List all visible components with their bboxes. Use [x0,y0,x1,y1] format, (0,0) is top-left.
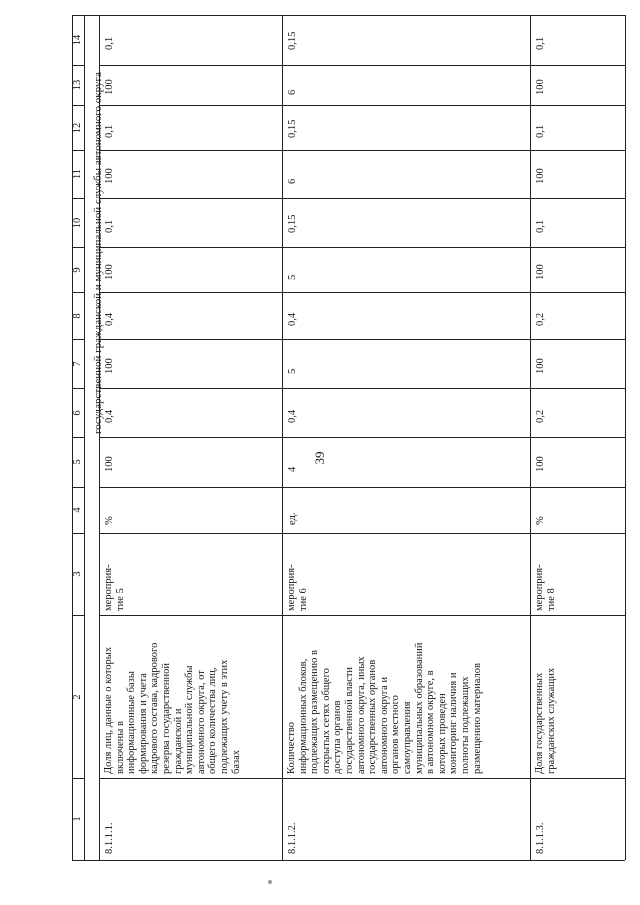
column-rule [72,247,84,248]
value-col-11: 100 [535,168,546,184]
scan-artifact [268,880,272,884]
description-line: органов местного [390,695,402,774]
row-id: 8.1.1.1. [104,822,115,854]
activity-type-line: тие 5 [114,588,126,611]
column-number-5: 5 [72,459,83,465]
column-rule [72,778,84,779]
activity-type [103,564,126,611]
value-col-5: 4 [287,466,298,472]
column-rule [72,198,84,199]
value-col-9: 100 [104,263,115,280]
unit: % [535,516,546,525]
description-line: информационных блоков, [297,658,309,774]
value-col-10: 0,1 [535,219,546,233]
value-col-6: 0,4 [104,409,115,423]
column-number-11: 11 [72,168,83,180]
value-col-13: 100 [104,79,115,95]
column-number-13: 13 [72,79,83,91]
value-col-11: 6 [287,178,298,184]
description-line: кадрового состава, кадрового [149,642,161,774]
description-line: Количество [286,721,297,774]
value-col-5: 100 [104,456,115,472]
column-number-3: 3 [72,571,83,577]
description-line: включены в [114,721,126,774]
activity-type-line: мероприя- [286,564,297,611]
column-rule [72,388,84,389]
description-line: подлежащих размещению в [309,650,321,774]
column-rule [72,150,84,151]
description-line: муниципальной службы [184,665,196,774]
description-line: резерва государственной [160,662,172,774]
description-line: информационные базы [126,671,138,774]
section-title: государственной гражданской и муниципальной службы автономного округа [92,72,104,434]
column-number-6: 6 [72,409,83,416]
description-line: общего количества лиц, [207,667,219,774]
row-id: 8.1.1.2. [287,822,298,854]
value-col-6: 0,4 [287,409,298,423]
column-rule [72,65,84,66]
column-number-8: 8 [72,312,83,319]
description-line: полноты подлежащих [459,676,471,774]
row-id: 8.1.1.3. [535,822,546,854]
value-col-10: 0,15 [287,214,298,233]
description-line: автономного округа, от [195,670,207,774]
description-line: мониторинг наличия и [448,672,460,774]
column-rule [99,339,625,340]
value-col-11: 100 [104,168,115,184]
unit: ед. [287,512,298,525]
description-line: гражданских служащих [545,667,557,774]
column-rule [72,487,84,488]
column-number-7: 7 [72,360,83,367]
description-line: Доля государственных [534,672,545,774]
description-line: муниципальных образований [413,642,425,774]
description-line: гражданской и [172,708,184,774]
activity-type-line: тие 6 [297,588,309,611]
description-line: доступа органов [332,700,344,774]
description-line: формирования и учета [137,673,149,774]
value-col-5: 100 [535,456,546,472]
description-line: подлежащих учету в этих [218,659,230,774]
column-number-2: 2 [72,693,83,700]
value-col-7: 5 [287,368,298,374]
table-border-top [72,15,625,16]
value-col-14: 0,1 [535,36,546,50]
column-rule [72,339,84,340]
value-col-13: 6 [287,89,298,95]
indicator-description [286,643,483,775]
column-rule [72,437,84,438]
column-number-12: 12 [72,122,83,133]
column-rule [99,247,625,248]
description-line: которых проведен [436,693,448,774]
indicator-description [103,643,242,774]
column-rule [99,388,625,389]
indicator-description [534,668,557,774]
value-col-13: 100 [535,79,546,95]
column-rule [99,105,625,106]
table-border-bottom [72,860,625,861]
value-col-8: 0,2 [535,312,546,326]
value-col-12: 0,1 [104,124,115,138]
value-col-7: 100 [535,357,546,374]
value-col-12: 0,15 [287,119,298,138]
column-rule [99,487,625,488]
activity-type-line: тие 8 [545,588,557,611]
value-col-14: 0,15 [287,31,298,50]
description-line: государственных органов [367,659,379,774]
value-col-8: 0,4 [104,312,115,326]
column-rule [99,437,625,438]
column-number-10: 10 [72,217,83,228]
description-line: автономного округа и [378,676,390,774]
column-rule [99,778,625,779]
unit: % [104,516,115,525]
column-rule [99,292,625,293]
activity-type-line: мероприя- [103,564,114,611]
column-rule [72,533,84,534]
column-rule [99,615,625,616]
value-col-9: 5 [287,274,298,280]
value-col-14: 0,1 [104,36,115,50]
column-rule [99,65,625,66]
description-line: в автономном округе, в [425,670,437,774]
column-number-9: 9 [72,266,83,273]
header-row-border [84,15,85,860]
description-line: самоуправления [401,701,413,774]
description-line: Доля лиц, данные о которых [103,646,114,774]
description-line: размещению материалов [471,663,483,774]
value-col-12: 0,1 [535,124,546,138]
column-rule [99,533,625,534]
table-border-right [625,15,626,860]
activity-type [534,564,557,611]
description-line: открытых сетях общего [320,668,332,774]
column-rule [72,105,84,106]
description-line: государственной власти [343,666,355,774]
value-col-9: 100 [535,263,546,280]
value-col-8: 0,4 [287,312,298,326]
activity-type [286,564,309,611]
value-col-7: 100 [104,357,115,374]
column-rule [99,198,625,199]
page-number: 39 [312,451,327,465]
column-number-1: 1 [72,816,83,822]
description-line: базах [230,749,242,774]
value-col-10: 0,1 [104,219,115,233]
value-col-6: 0,2 [535,409,546,423]
description-line: автономного округа, иных [355,656,367,774]
column-rule [72,615,84,616]
column-rule [99,150,625,151]
column-rule [72,292,84,293]
column-number-14: 14 [72,34,83,46]
activity-type-line: мероприя- [534,564,545,611]
column-number-4: 4 [72,507,83,513]
